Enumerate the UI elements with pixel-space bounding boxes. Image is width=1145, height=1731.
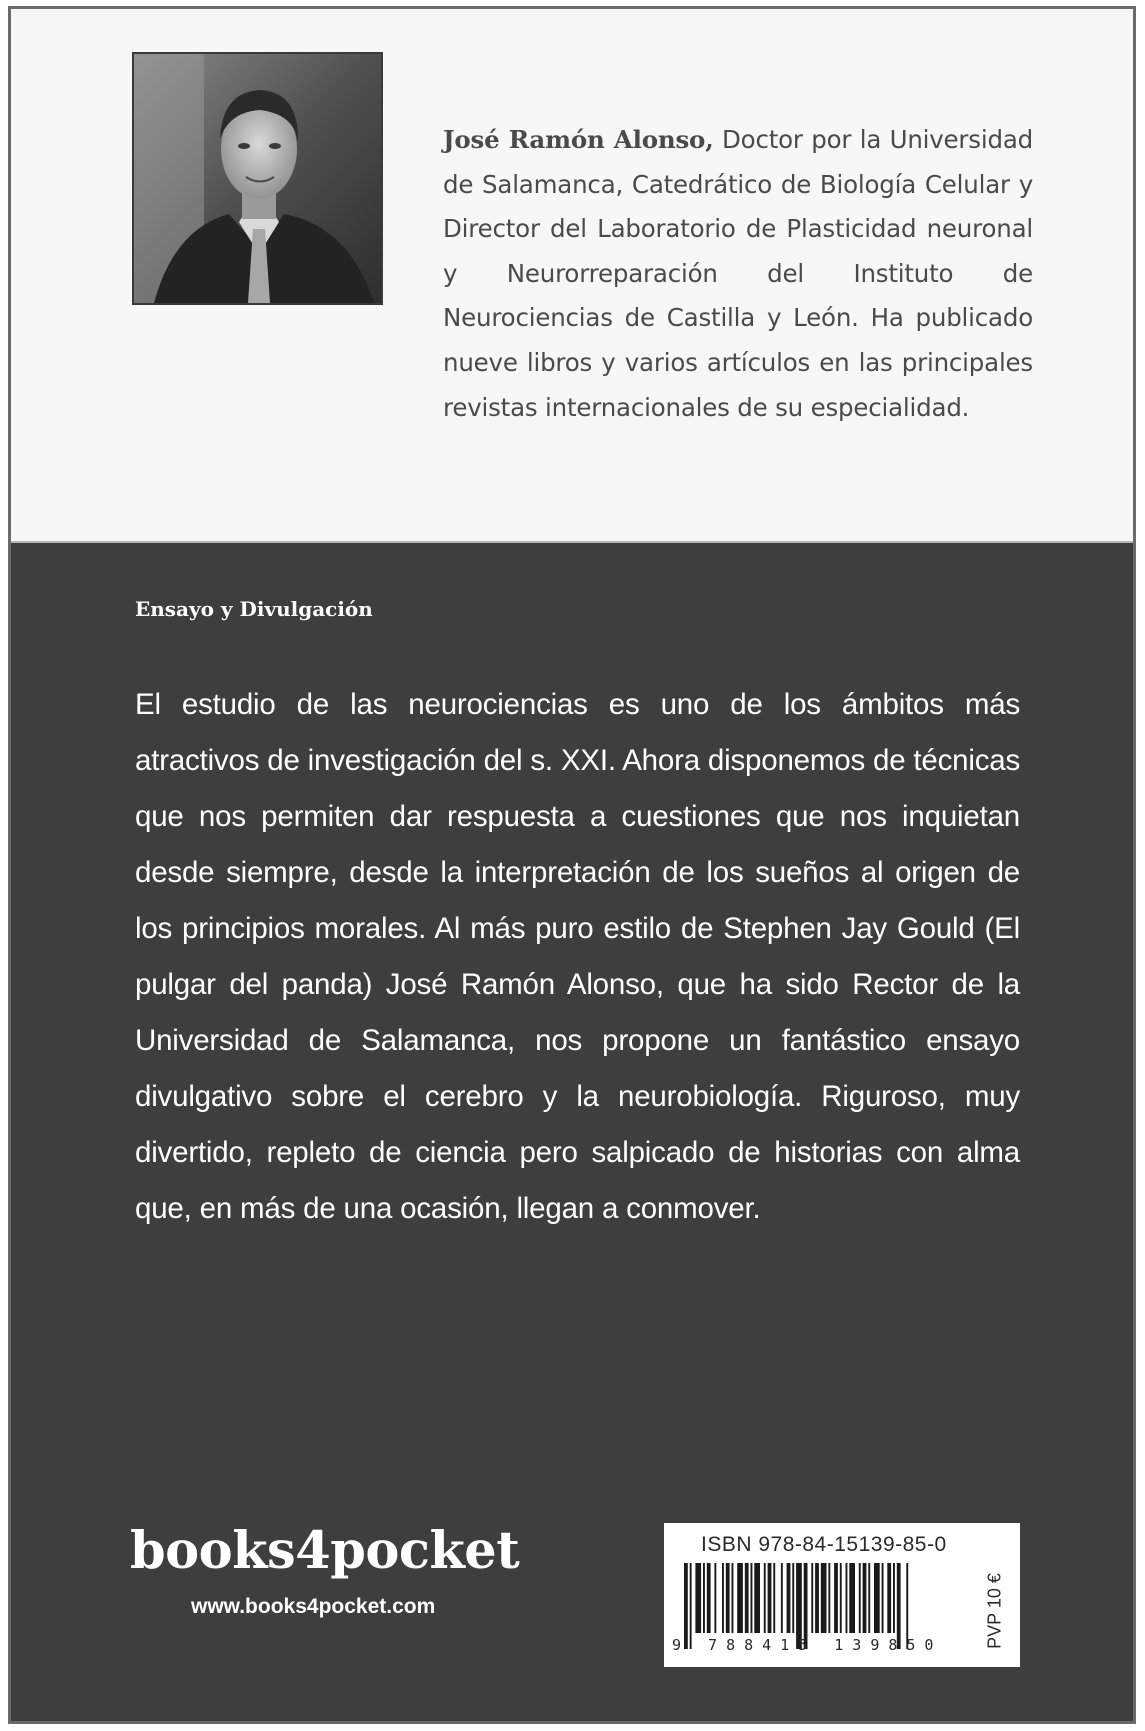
synopsis-section — [11, 543, 1133, 1724]
barcode-bar — [745, 1563, 749, 1633]
barcode-bar — [703, 1563, 705, 1633]
barcode-bar — [707, 1563, 711, 1633]
barcode-bar — [751, 1563, 753, 1633]
barcode-bar — [764, 1563, 766, 1633]
barcode-bar — [846, 1563, 848, 1633]
barcode-bar — [859, 1563, 861, 1633]
barcode-panel — [664, 1523, 1020, 1667]
barcode-bar — [792, 1563, 794, 1633]
barcode-bar — [781, 1563, 783, 1633]
synopsis-text: El estudio de las neurociencias es uno de los ámbitos más atractivos de investigación del s. XXI. Ahora disponemos de técnicas que nos permiten dar respuesta a cuestiones que nos inquietan desde siempre, desde la interpretación de los sueños al origen de los principios morales. Al más puro estilo de Stephen Jay Gould (El pulgar del panda) José Ramón Alonso, que ha sido Rector de la Universidad de Salamanca, nos propone un fantástico ensayo divulgativo sobre el cerebro y la neurobiología. Riguroso, muy divertido, repleto de ciencia pero salpicado de historias con alma que, en más de una ocasión, llegan a conmover. — [135, 688, 1021, 1225]
collection-label: Ensayo y Divulgación — [135, 597, 373, 621]
barcode-bar — [840, 1563, 842, 1633]
barcode-bar — [773, 1563, 775, 1633]
author-portrait-image — [134, 54, 381, 303]
isbn-label: ISBN 978-84-15139-85-0 — [701, 1533, 947, 1556]
barcode-bar — [695, 1563, 701, 1633]
barcode-bar — [815, 1563, 819, 1633]
author-bio — [443, 118, 1033, 430]
author-section — [11, 9, 1133, 543]
barcode-bar — [863, 1563, 867, 1633]
barcode-bar — [834, 1563, 838, 1633]
barcode-bar — [874, 1563, 880, 1633]
barcode-digits: 9 788415 139850 — [672, 1636, 943, 1654]
author-name: José Ramón Alonso, — [443, 125, 714, 154]
author-bio-text: Doctor por la Universidad de Salamanca, Catedrático de Biología Celular y Director del Laboratorio de Plasticidad neuronal y Neurorreparación del Instituto de Neurociencias de Castilla y León. Ha publicado nueve libros y varios artículos en las principales revistas internacionales de su especialidad. — [443, 125, 1033, 422]
price-label: PVP 10 € — [984, 1573, 1005, 1649]
barcode-bar — [849, 1563, 855, 1633]
barcode-bar — [737, 1563, 743, 1633]
barcode-bar — [811, 1563, 813, 1633]
barcode-bar — [828, 1563, 830, 1633]
barcode-bar — [722, 1563, 724, 1633]
barcode-bar — [768, 1563, 772, 1633]
barcode-bar — [754, 1563, 760, 1633]
publisher-website: www.books4pocket.com — [191, 1595, 436, 1618]
barcode-bar — [882, 1563, 884, 1633]
publisher-logo: books4pocket — [130, 1521, 520, 1581]
author-photo — [132, 52, 383, 305]
barcode-bar — [821, 1563, 827, 1633]
barcode-bar — [714, 1563, 716, 1633]
barcode-bar — [893, 1563, 895, 1633]
price-tag — [980, 1561, 1010, 1661]
barcode-bar — [726, 1563, 730, 1633]
book-back-cover — [8, 6, 1136, 1724]
barcode-bar — [887, 1563, 891, 1633]
barcode-bar — [868, 1563, 870, 1633]
barcode-bar — [787, 1563, 791, 1633]
barcode-bar — [732, 1563, 734, 1633]
